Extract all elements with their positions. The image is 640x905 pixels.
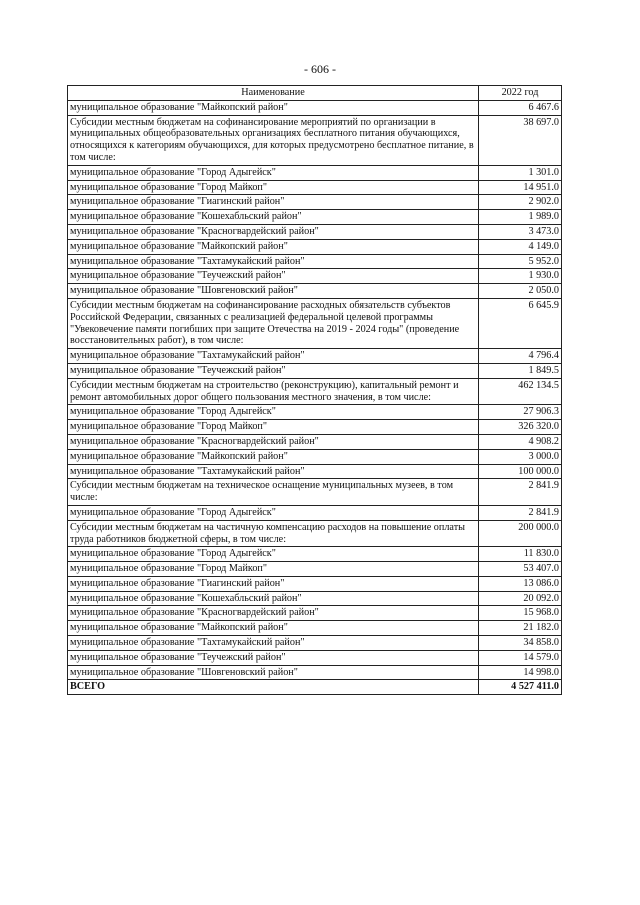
row-amount: 1 301.0 <box>479 165 562 180</box>
row-amount: 6 645.9 <box>479 298 562 348</box>
row-amount: 21 182.0 <box>479 621 562 636</box>
table-row <box>68 520 562 547</box>
row-name: Субсидии местным бюджетам на софинансирование мероприятий по организации в муниципальных общеобразовательных организациях бесплатного питания обучающихся, относящихся к категориям обучающихся, для которых предусмотрено бесплатное питание, в том числе: <box>68 115 479 165</box>
row-amount: 14 998.0 <box>479 665 562 680</box>
row-amount: 2 902.0 <box>479 195 562 210</box>
row-name: муниципальное образование "Теучежский район" <box>68 363 479 378</box>
row-amount: 27 906.3 <box>479 405 562 420</box>
table-row <box>68 591 562 606</box>
table-row <box>68 115 562 165</box>
row-amount: 13 086.0 <box>479 576 562 591</box>
row-name: муниципальное образование "Теучежский район" <box>68 269 479 284</box>
table-row <box>68 479 562 506</box>
table-row <box>68 224 562 239</box>
row-amount: 4 796.4 <box>479 349 562 364</box>
page-number: - 606 - <box>304 62 336 76</box>
row-name: муниципальное образование "Красногвардейский район" <box>68 606 479 621</box>
total-amount: 4 527 411.0 <box>479 680 562 695</box>
table-row <box>68 464 562 479</box>
row-name: муниципальное образование "Гиагинский район" <box>68 195 479 210</box>
row-name: муниципальное образование "Майкопский район" <box>68 239 479 254</box>
table-row <box>68 405 562 420</box>
row-name: Субсидии местным бюджетам на техническое оснащение муниципальных музеев, в том числе: <box>68 479 479 506</box>
table-row <box>68 650 562 665</box>
table-row <box>68 606 562 621</box>
row-name: муниципальное образование "Шовгеновский район" <box>68 284 479 299</box>
row-name: муниципальное образование "Майкопский район" <box>68 621 479 636</box>
row-amount: 1 849.5 <box>479 363 562 378</box>
row-name: Субсидии местным бюджетам на частичную компенсацию расходов на повышение оплаты труда работников бюджетной сферы, в том числе: <box>68 520 479 547</box>
budget-table <box>67 85 562 695</box>
row-amount: 200 000.0 <box>479 520 562 547</box>
row-name: муниципальное образование "Майкопский район" <box>68 100 479 115</box>
header-year: 2022 год <box>479 86 562 101</box>
row-name: муниципальное образование "Кошехабльский район" <box>68 591 479 606</box>
table-row <box>68 349 562 364</box>
row-name: муниципальное образование "Шовгеновский район" <box>68 665 479 680</box>
row-amount: 14 951.0 <box>479 180 562 195</box>
table-row <box>68 363 562 378</box>
table-row <box>68 576 562 591</box>
table-row <box>68 547 562 562</box>
row-name: муниципальное образование "Город Адыгейск" <box>68 505 479 520</box>
row-amount: 3 473.0 <box>479 224 562 239</box>
row-name: муниципальное образование "Тахтамукайский район" <box>68 349 479 364</box>
table-row <box>68 239 562 254</box>
table-row <box>68 378 562 405</box>
table-row <box>68 420 562 435</box>
row-amount: 6 467.6 <box>479 100 562 115</box>
table-row <box>68 165 562 180</box>
table-row <box>68 254 562 269</box>
row-amount: 14 579.0 <box>479 650 562 665</box>
row-amount: 326 320.0 <box>479 420 562 435</box>
row-name: муниципальное образование "Тахтамукайский район" <box>68 464 479 479</box>
header-name: Наименование <box>68 86 479 101</box>
table-row <box>68 269 562 284</box>
table-row <box>68 665 562 680</box>
table-header-row <box>68 86 562 101</box>
row-amount: 34 858.0 <box>479 636 562 651</box>
row-amount: 11 830.0 <box>479 547 562 562</box>
table-row <box>68 210 562 225</box>
row-name: муниципальное образование "Красногвардейский район" <box>68 224 479 239</box>
total-label: ВСЕГО <box>68 680 479 695</box>
row-name: муниципальное образование "Город Адыгейск" <box>68 165 479 180</box>
table-row <box>68 505 562 520</box>
row-name: муниципальное образование "Город Адыгейск" <box>68 405 479 420</box>
row-name: Субсидии местным бюджетам на софинансирование расходных обязательств субъектов Российской Федерации, связанных с реализацией федеральной целевой программы "Увековечение памяти погибших при защите Отечества на 2019 - 2024 годы" (проведение восстановительных работ), в том числе: <box>68 298 479 348</box>
row-amount: 38 697.0 <box>479 115 562 165</box>
table-row <box>68 562 562 577</box>
table-row <box>68 298 562 348</box>
row-name: муниципальное образование "Красногвардейский район" <box>68 434 479 449</box>
row-amount: 1 989.0 <box>479 210 562 225</box>
table-row <box>68 621 562 636</box>
row-name: Субсидии местным бюджетам на строительство (реконструкцию), капитальный ремонт и ремонт автомобильных дорог общего пользования местного значения, в том числе: <box>68 378 479 405</box>
row-amount: 4 908.2 <box>479 434 562 449</box>
row-name: муниципальное образование "Тахтамукайский район" <box>68 254 479 269</box>
table-row <box>68 449 562 464</box>
table-row <box>68 195 562 210</box>
table-row <box>68 434 562 449</box>
row-name: муниципальное образование "Город Майкоп" <box>68 420 479 435</box>
row-amount: 1 930.0 <box>479 269 562 284</box>
row-amount: 2 841.9 <box>479 505 562 520</box>
table-row <box>68 100 562 115</box>
table-row <box>68 284 562 299</box>
row-amount: 2 841.9 <box>479 479 562 506</box>
row-amount: 3 000.0 <box>479 449 562 464</box>
row-name: муниципальное образование "Гиагинский район" <box>68 576 479 591</box>
table-body <box>68 100 562 680</box>
row-amount: 100 000.0 <box>479 464 562 479</box>
row-name: муниципальное образование "Тахтамукайский район" <box>68 636 479 651</box>
row-name: муниципальное образование "Теучежский район" <box>68 650 479 665</box>
row-name: муниципальное образование "Майкопский район" <box>68 449 479 464</box>
table-row <box>68 636 562 651</box>
row-name: муниципальное образование "Город Майкоп" <box>68 180 479 195</box>
row-amount: 2 050.0 <box>479 284 562 299</box>
total-row <box>68 680 562 695</box>
row-amount: 53 407.0 <box>479 562 562 577</box>
row-amount: 5 952.0 <box>479 254 562 269</box>
row-name: муниципальное образование "Город Майкоп" <box>68 562 479 577</box>
table-row <box>68 180 562 195</box>
row-amount: 15 968.0 <box>479 606 562 621</box>
row-name: муниципальное образование "Город Адыгейск" <box>68 547 479 562</box>
row-name: муниципальное образование "Кошехабльский район" <box>68 210 479 225</box>
row-amount: 20 092.0 <box>479 591 562 606</box>
row-amount: 4 149.0 <box>479 239 562 254</box>
row-amount: 462 134.5 <box>479 378 562 405</box>
